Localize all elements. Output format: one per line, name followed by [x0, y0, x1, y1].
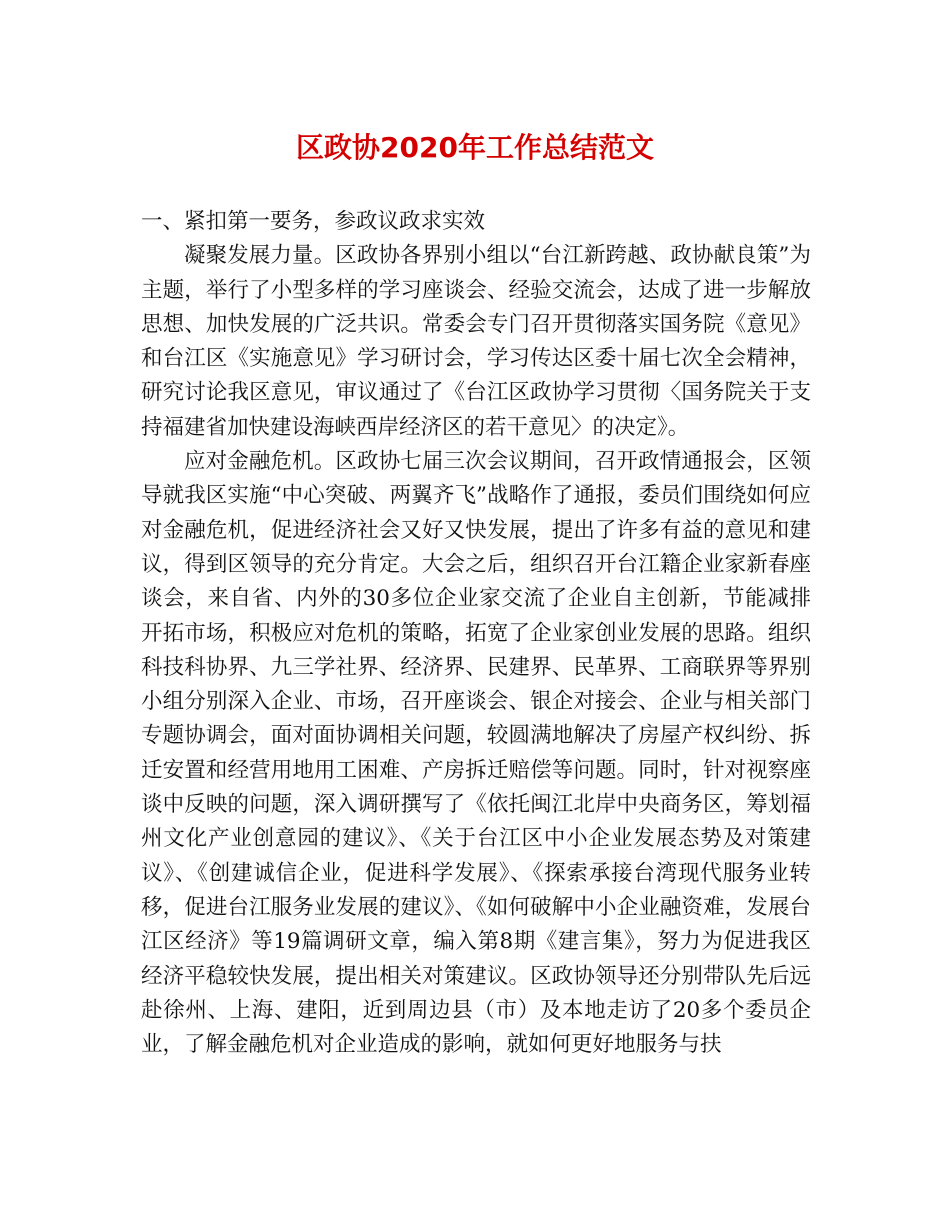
- document-title: 区政协2020年工作总结范文: [296, 131, 654, 164]
- document-body: [141, 205, 811, 1062]
- paragraph-1: 凝聚发展力量。区政协各界别小组以“台江新跨越、政协献良策”为主题，举行了小型多样的学习座谈会、经验交流会，达成了进一步解放思想、加快发展的广泛共识。常委会专门召开贯彻落实国务院《意见》和台江区《实施意见》学习研讨会，学习传达区委十届七次全会精神，研究讨论我区意见，审议通过了《台江区政协学习贯彻〈国务院关于支持福建省加快建设海峡西岸经济区的若干意见〉的决定》。: [141, 243, 811, 440]
- section-heading: 一、紧扣第一要务，参政议政求实效: [141, 209, 486, 234]
- paragraph-2: 应对金融危机。区政协七届三次会议期间，召开政情通报会，区领导就我区实施“中心突破、两翼齐飞”战略作了通报，委员们围绕如何应对金融危机，促进经济社会又好又快发展，提出了许多有益的意见和建议，得到区领导的充分肯定。大会之后，组织召开台江籍企业家新春座谈会，来自省、内外的30多位企业家交流了企业自主创新，节能减排开拓市场，积极应对危机的策略，拓宽了企业家创业发展的思路。组织科技科协界、九三学社界、经济界、民建界、民革界、工商联界等界别小组分别深入企业、市场，召开座谈会、银企对接会、企业与相关部门专题协调会，面对面协调相关问题，较圆满地解决了房屋产权纠纷、拆迁安置和经营用地用工困难、产房拆迁赔偿等问题。同时，针对视察座谈中反映的问题，深入调研撰写了《依托闽江北岸中央商务区，筹划福州文化产业创意园的建议》、《关于台江区中小企业发展态势及对策建议》、《创建诚信企业，促进科学发展》、《探索承接台湾现代服务业转移，促进台江服务业发展的建议》、《如何破解中小企业融资难，发展台江区经济》等19篇调研文章，编入第8期《建言集》，努力为促进我区经济平稳较快发展，提出相关对策建议。区政协领导还分别带队先后远赴徐州、上海、建阳，近到周边县（市）及本地走访了20多个委员企业，了解金融危机对企业造成的影响，就如何更好地服务与扶: [141, 449, 811, 1058]
